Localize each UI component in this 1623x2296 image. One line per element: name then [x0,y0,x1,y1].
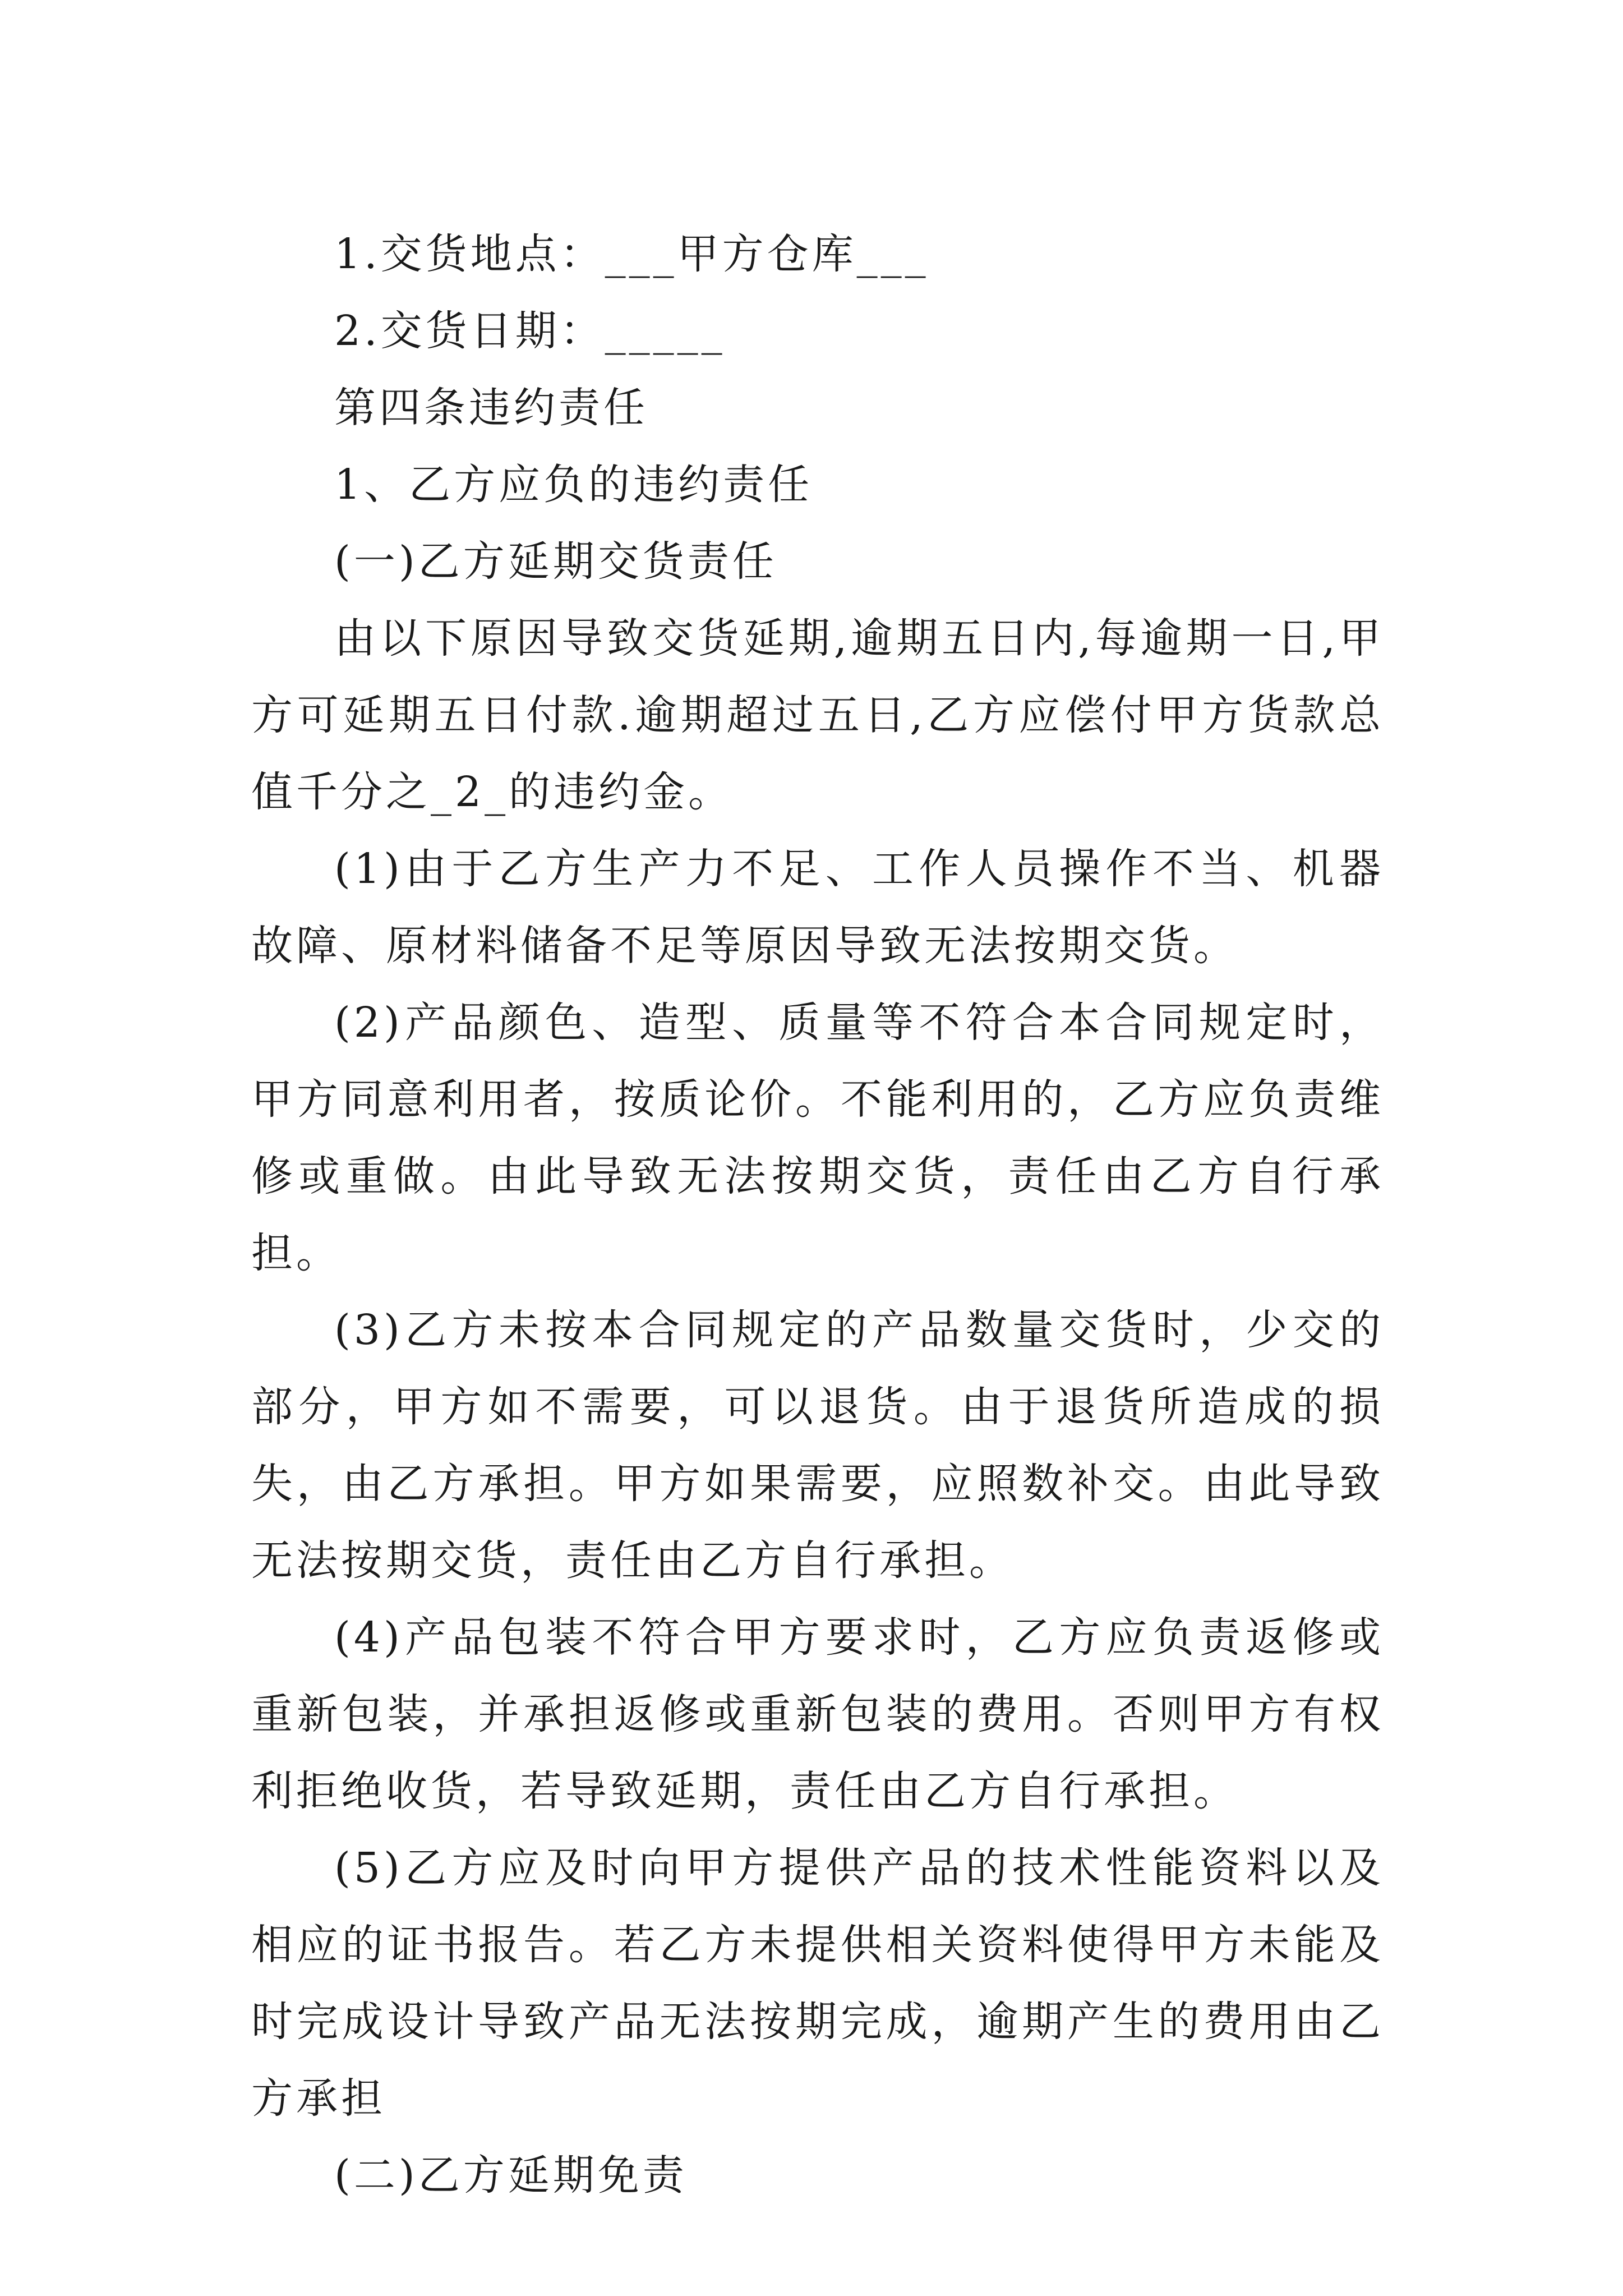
party-b-liability-heading: 1、乙方应负的违约责任 [334,461,813,509]
contract-body [251,216,1384,2214]
clause-4-paragraph: (4)产品包装不符合甲方要求时，乙方应负责返修或重新包装，并承担返修或重新包装的费用。否则甲方有权利拒绝收货，若导致延期，责任由乙方自行承担。 [251,1613,1384,1815]
delivery-date-line: 2.交货日期：_____ [334,307,726,355]
delay-liability-heading: (一)乙方延期交货责任 [334,537,777,586]
article-four-heading: 第四条违约责任 [334,384,648,432]
delivery-location-line: 1.交货地点：___甲方仓库___ [334,230,929,278]
delay-penalty-paragraph: 由以下原因导致交货延期,逾期五日内,每逾期一日,甲方可延期五日付款.逾期超过五日,乙方应偿付甲方货款总值千分之_2_的违约金。 [251,614,1384,816]
delay-exemption-heading: (二)乙方延期免责 [334,2151,688,2200]
clause-1-paragraph: (1)由于乙方生产力不足、工作人员操作不当、机器故障、原材料储备不足等原因导致无法按期交货。 [251,845,1384,970]
clause-5-paragraph: (5)乙方应及时向甲方提供产品的技术性能资料以及相应的证书报告。若乙方未提供相关资料使得甲方未能及时完成设计导致产品无法按期完成，逾期产生的费用由乙方承担 [251,1844,1384,2123]
clause-2-paragraph: (2)产品颜色、造型、质量等不符合本合同规定时，甲方同意利用者，按质论价。不能利用的，乙方应负责维修或重做。由此导致无法按期交货，责任由乙方自行承担。 [251,999,1384,1277]
clause-3-paragraph: (3)乙方未按本合同规定的产品数量交货时，少交的部分，甲方如不需要，可以退货。由于退货所造成的损失，由乙方承担。甲方如果需要，应照数补交。由此导致无法按期交货，责任由乙方自行承担。 [251,1306,1384,1585]
